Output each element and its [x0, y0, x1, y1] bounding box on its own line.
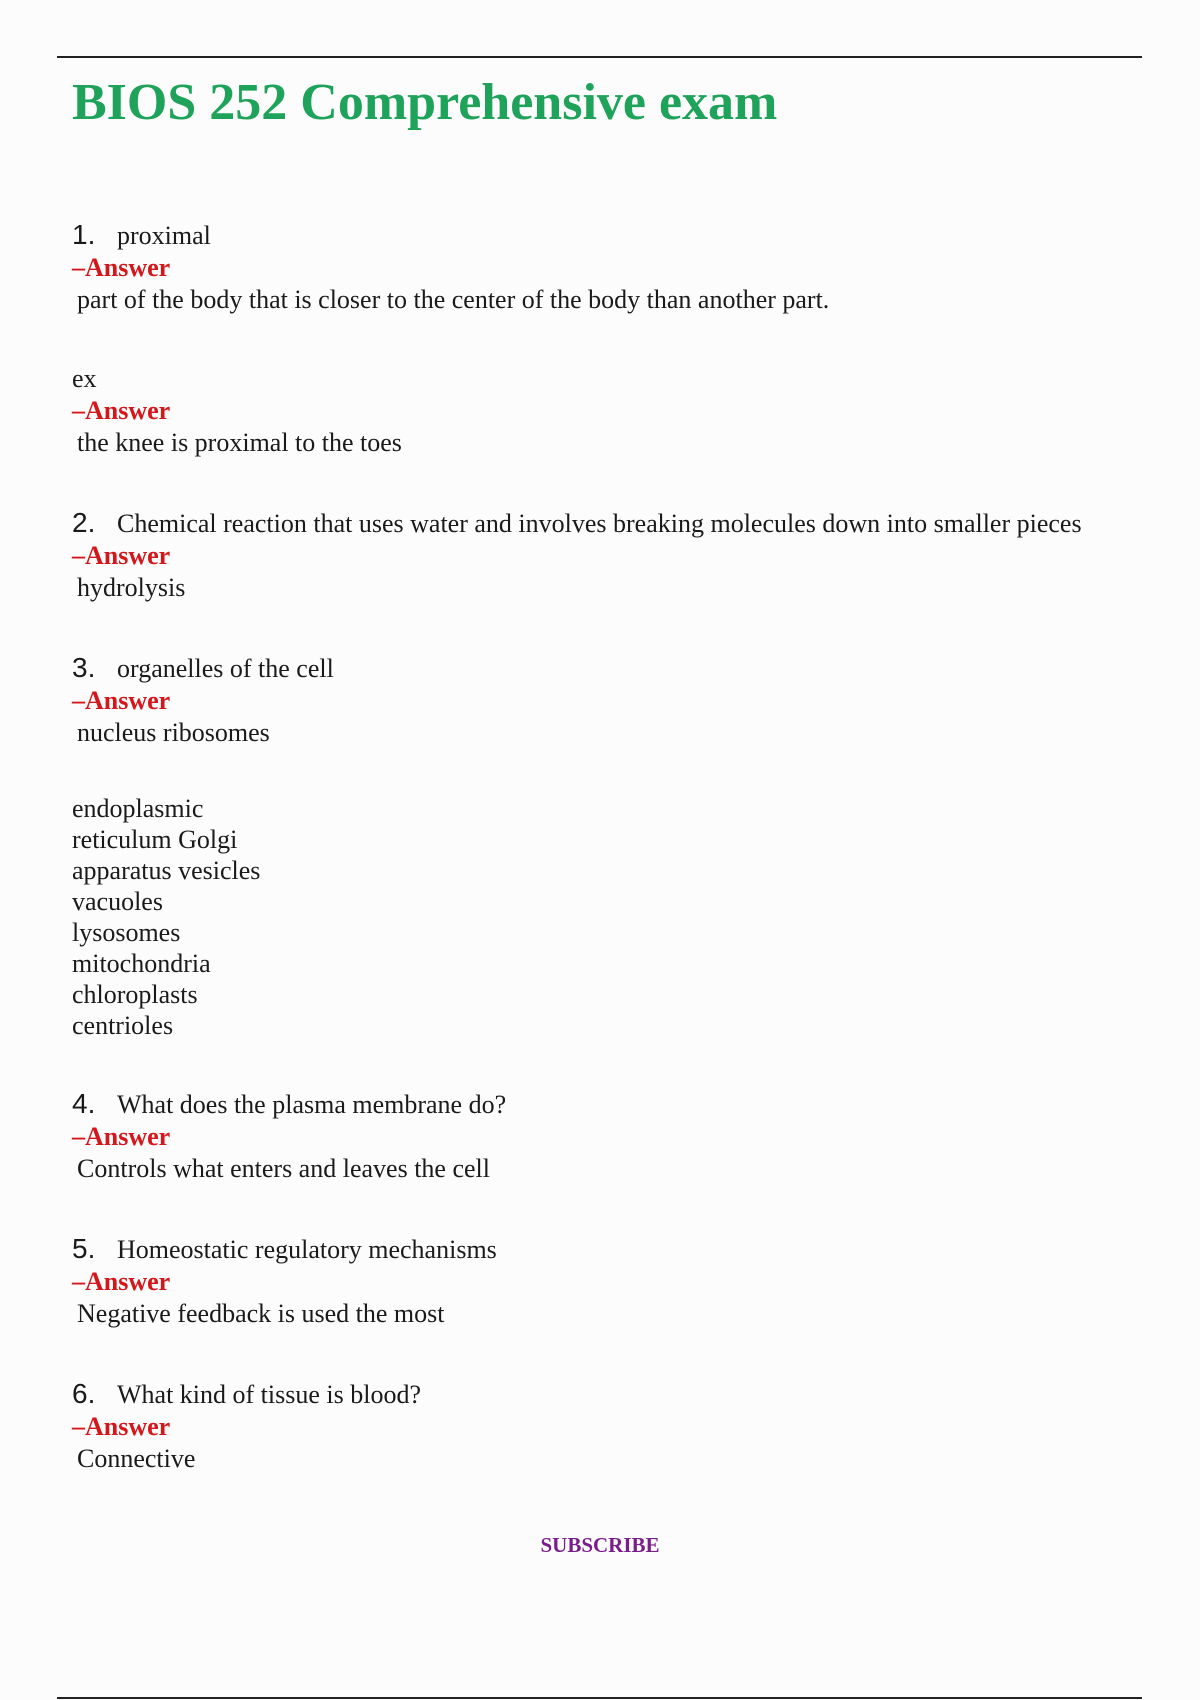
example-answer: the knee is proximal to the toes — [77, 428, 402, 457]
question-number: 3. — [72, 652, 96, 683]
question-text: What kind of tissue is blood? — [117, 1380, 422, 1409]
answer-label: –Answer — [72, 686, 171, 715]
question-line — [72, 651, 1192, 686]
organelle-line: lysosomes — [72, 918, 181, 947]
question-line — [72, 1232, 1192, 1267]
qa-list — [72, 218, 1192, 1476]
question-line — [72, 506, 1192, 541]
organelle-line: reticulum Golgi — [72, 825, 238, 854]
question-line — [72, 1377, 1192, 1412]
answer-text: hydrolysis — [77, 573, 186, 602]
example-prompt: ex — [72, 364, 97, 393]
organelle-line: endoplasmic — [72, 794, 204, 823]
answer-label: –Answer — [72, 1412, 171, 1441]
answer-text: nucleus ribosomes — [77, 718, 270, 747]
organelle-line: centrioles — [72, 1011, 174, 1040]
answer-label: –Answer — [72, 396, 171, 425]
answer-label: –Answer — [72, 541, 171, 570]
subscribe-link[interactable]: SUBSCRIBE — [540, 1533, 660, 1557]
question-number: 1. — [72, 219, 96, 250]
top-rule — [57, 56, 1142, 58]
answer-label: –Answer — [72, 253, 171, 282]
question-number: 6. — [72, 1378, 96, 1409]
question-number: 4. — [72, 1088, 96, 1119]
qa-item-1 — [72, 218, 1192, 460]
question-text: Homeostatic regulatory mechanisms — [117, 1235, 497, 1264]
answer-text: part of the body that is closer to the center of the body than another part. — [77, 285, 830, 314]
question-line — [72, 1087, 1192, 1122]
organelle-list — [72, 793, 1192, 1041]
qa-item-3 — [72, 651, 1192, 1041]
question-number: 5. — [72, 1233, 96, 1264]
question-text: Chemical reaction that uses water and involves breaking molecules down into smaller pieces — [117, 509, 1082, 538]
qa-item-6 — [72, 1377, 1192, 1476]
organelle-line: apparatus vesicles — [72, 856, 261, 885]
answer-text: Negative feedback is used the most — [77, 1299, 445, 1328]
question-line — [72, 218, 1192, 253]
organelle-line: chloroplasts — [72, 980, 198, 1009]
answer-label: –Answer — [72, 1267, 171, 1296]
page-title: BIOS 252 Comprehensive exam — [72, 74, 778, 131]
bottom-rule — [57, 1697, 1142, 1699]
organelle-line: mitochondria — [72, 949, 211, 978]
answer-text: Controls what enters and leaves the cell — [77, 1154, 490, 1183]
answer-text: Connective — [77, 1444, 196, 1473]
answer-label: –Answer — [72, 1122, 171, 1151]
organelle-line: vacuoles — [72, 887, 163, 916]
question-number: 2. — [72, 507, 96, 538]
question-text: organelles of the cell — [117, 654, 334, 683]
question-text: proximal — [117, 221, 211, 250]
qa-item-4 — [72, 1087, 1192, 1186]
qa-item-2 — [72, 506, 1192, 605]
question-text: What does the plasma membrane do? — [117, 1090, 507, 1119]
qa-item-5 — [72, 1232, 1192, 1331]
